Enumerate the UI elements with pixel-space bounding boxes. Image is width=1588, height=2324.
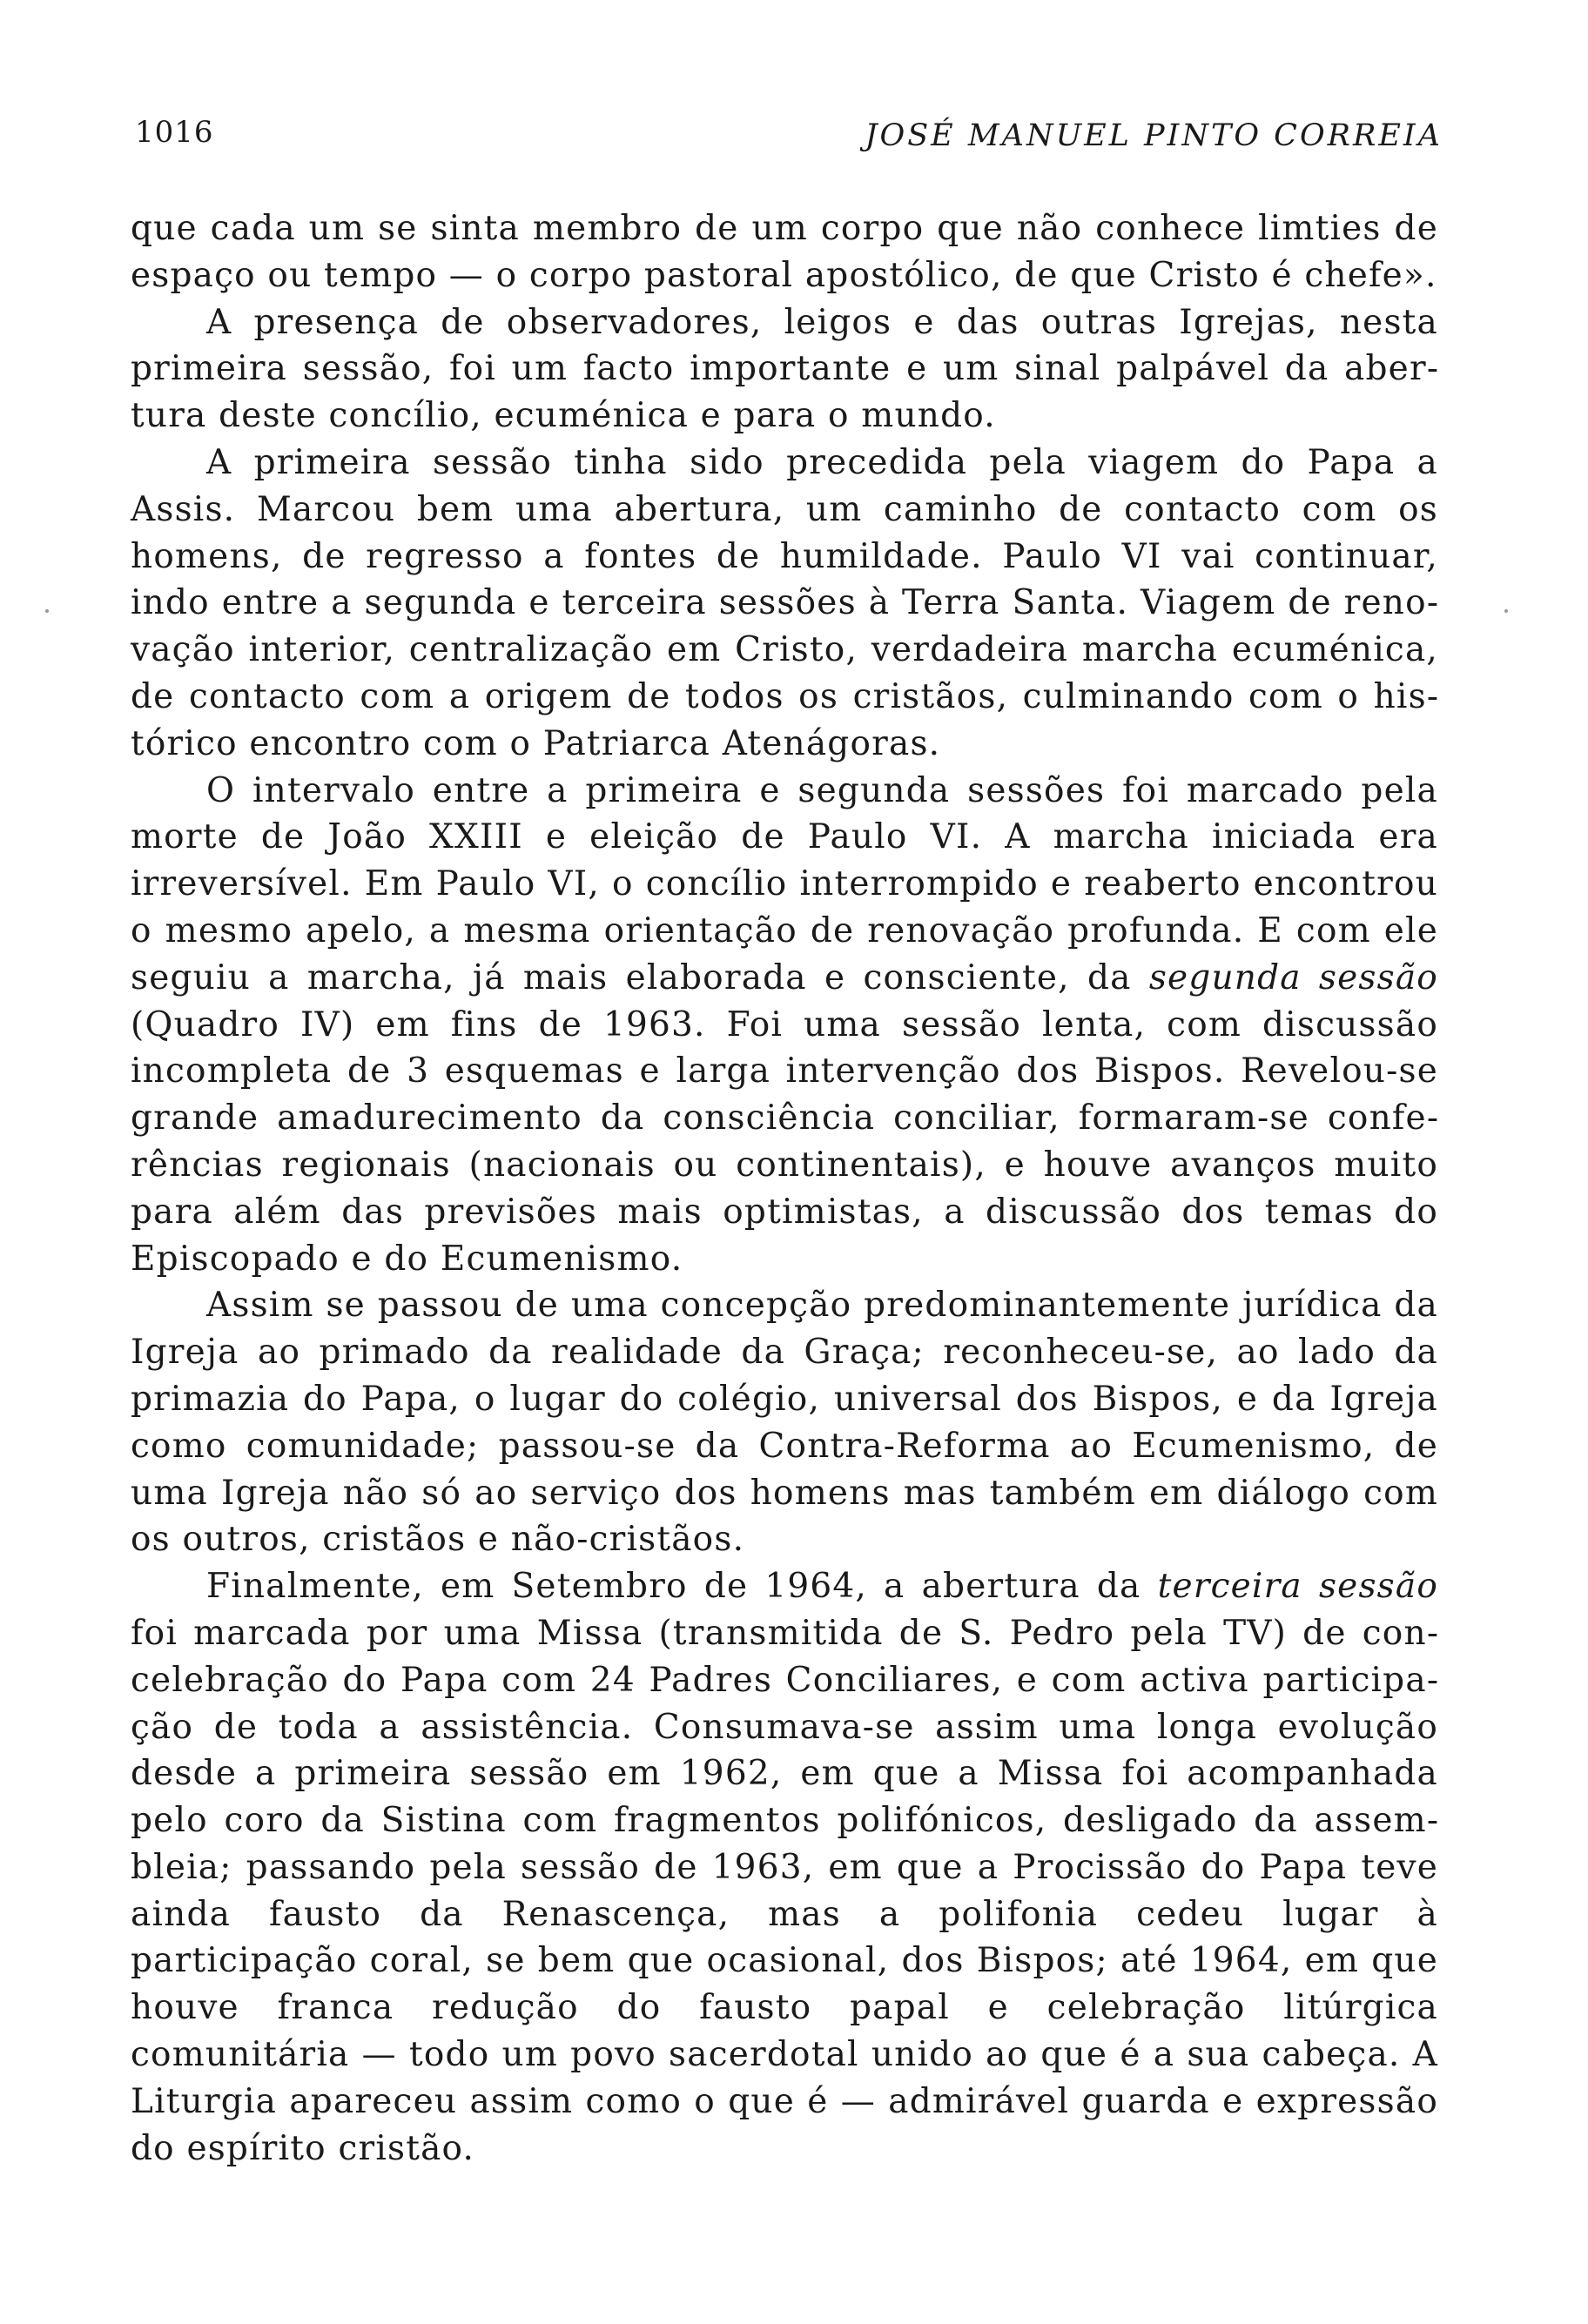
running-head-author: JOSÉ MANUEL PINTO CORREIA [865,118,1443,153]
paragraph [131,1282,1438,1563]
body-text [131,205,1438,2172]
text-run: Assim se passou de uma concepção predominantemente jurídica da Igreja ao primado da realidade da Graça; reconheceu-se, ao lado da primazia do Papa, o lugar do colégio, universal dos Bispos, e da Igreja como comunidade; passou-se da Contra-Reforma ao Ecumenismo, de uma Igreja não só ao serviço dos homens mas também em diálogo com os outros, cristãos e não-cristãos. [131,1286,1438,1560]
text-run: foi marcada por uma Missa (transmitida de S. Pedro pela TV) de concelebração do Papa com 24 Padres Conciliares, e com activa participação de toda a assistência. Consumava-se assim uma longa evolução desde a primeira sessão em 1962, em que a Missa foi acompanhada pelo coro da Sistina com fragmentos polifónicos, desligado da assembleia; passando pela sessão de 1963, em que a Procissão do Papa teve ainda fausto da Renascença, mas a polifonia cedeu lugar à participação coral, se bem que ocasional, dos Bispos; até 1964, em que houve franca redução do fausto papal e celebração litúrgica comunitária — todo um povo sacerdotal unido ao que é a sua cabeça. A Liturgia apareceu assim como o que é — admirável guarda e expressão do espírito cristão. [131,1613,1438,2168]
scan-speck [45,609,49,613]
page-number: 1016 [135,115,214,150]
paragraph [131,1563,1438,2172]
page-header [135,115,1443,167]
scan-speck [1504,609,1508,613]
text-run: Finalmente, em Setembro de 1964, a abertura da [206,1567,1158,1607]
text-run: A presença de observadores, leigos e das outras Igrejas, nesta primeira sessão, foi um facto importante e um sinal palpável da abertura deste concílio, ecuménica e para o mundo. [131,302,1438,436]
text-run: A primeira sessão tinha sido precedida pela viagem do Papa a Assis. Marcou bem uma abertura, um caminho de contacto com os homens, de regresso a fontes de humildade. Paulo VI vai continuar, indo entre a segunda e terceira sessões à Terra Santa. Viagem de renovação interior, centralização em Cristo, verdadeira marcha ecuménica, de contacto com a origem de todos os cristãos, culminando com o histórico encontro com o Patriarca Atenágoras. [131,442,1438,763]
text-run: (Quadro IV) em fins de 1963. Foi uma sessão lenta, com discussão incompleta de 3 esquemas e larga intervenção dos Bispos. Revelou-se grande amadurecimento da consciência conciliar, formaram-se conferências regionais (nacionais ou continentais), e houve avanços muito para além das previsões mais optimistas, a discussão dos temas do Episcopado e do Ecumenismo. [131,1004,1438,1279]
paragraph [131,205,1438,299]
paragraph [131,440,1438,768]
italic-phrase: segunda sessão [1148,957,1438,997]
text-run: O intervalo entre a primeira e segunda sessões foi marcado pela morte de João XXIII e eleição de Paulo VI. A marcha iniciada era irreversível. Em Paulo VI, o concílio interrompido e reaberto encontrou o mesmo apelo, a mesma orientação de renovação profunda. E com ele seguiu a marcha, já mais elaborada e consciente, da [131,770,1438,997]
paragraph [131,768,1438,1283]
italic-phrase: terceira sessão [1157,1567,1439,1607]
text-run: que cada um se sinta membro de um corpo que não conhece limties de espaço ou tempo — o corpo pastoral apostólico, de que Cristo é chefe». [131,209,1438,295]
paragraph [131,299,1438,440]
